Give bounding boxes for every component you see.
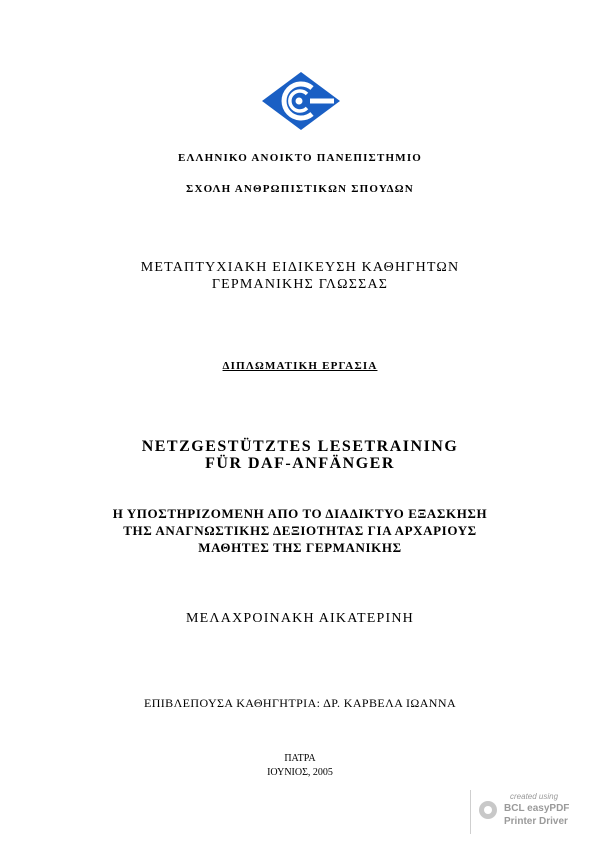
date: ΙΟΥΝΙΟΣ, 2005 xyxy=(267,767,333,778)
program-line-1: ΜΕΤΑΠΤΥΧΙΑΚΗ ΕΙΔΙΚΕΥΣΗ ΚΑΘΗΓΗΤΩΝ xyxy=(140,260,460,275)
university-name: ΕΛΛΗΝΙΚΟ ΑΝΟΙΚΤΟ ΠΑΝΕΠΙΣΤΗΜΙΟ xyxy=(177,152,423,164)
place: ΠΑΤΡΑ xyxy=(284,753,316,764)
document-type: ΔΙΠΛΩΜΑΤΙΚΗ ΕΡΓΑΣΙΑ xyxy=(222,360,378,372)
title-greek-line-1: Η ΥΠΟΣΤΗΡΙΖΟΜΕΝΗ ΑΠΟ ΤΟ ΔΙΑΔΙΚΤΥΟ ΕΞΑΣΚΗΣΗ xyxy=(112,506,488,521)
university-logo xyxy=(262,72,340,130)
title-german-line-2: FÜR DAF-ANFÄNGER xyxy=(205,455,395,472)
title-german-line-1: NETZGESTÜTZTES LESETRAINING xyxy=(141,438,459,455)
watermark-brand: BCL easyPDF xyxy=(504,803,570,814)
watermark-divider xyxy=(470,790,471,834)
easypdf-icon xyxy=(478,800,498,820)
supervisor-line: ΕΠΙΒΛΕΠΟΥΣΑ ΚΑΘΗΓΗΤΡΙΑ: ΔΡ. ΚΑΡΒΕΛΑ ΙΩΑΝΝΑ xyxy=(143,696,457,710)
program-line-2: ΓΕΡΜΑΝΙΚΗΣ ΓΛΩΣΣΑΣ xyxy=(211,277,389,292)
school-name: ΣΧΟΛΗ ΑΝΘΡΩΠΙΣΤΙΚΩΝ ΣΠΟΥΔΩΝ xyxy=(186,183,414,195)
pdf-watermark xyxy=(470,790,595,834)
watermark-driver: Printer Driver xyxy=(504,816,568,827)
title-greek-line-3: ΜΑΘΗΤΕΣ ΤΗΣ ΓΕΡΜΑΝΙΚΗΣ xyxy=(198,540,402,555)
watermark-created-text: created using xyxy=(510,792,559,801)
author-name: ΜΕΛΑΧΡΟΙΝΑΚΗ ΑΙΚΑΤΕΡΙΝΗ xyxy=(186,611,414,626)
title-greek-line-2: ΤΗΣ ΑΝΑΓΝΩΣΤΙΚΗΣ ΔΕΞΙΟΤΗΤΑΣ ΓΙΑ ΑΡΧΑΡΙΟΥΣ xyxy=(123,523,477,538)
